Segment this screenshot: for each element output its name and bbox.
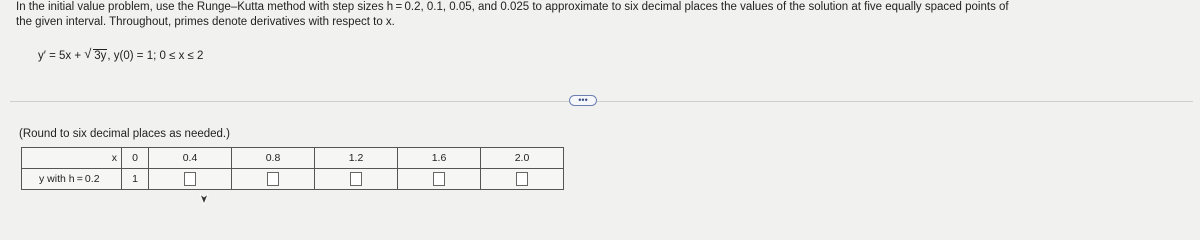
- equation-lhs: y′ = 5x +: [38, 50, 85, 62]
- y-cell-1-6: [398, 169, 481, 190]
- section-divider: [10, 101, 1193, 102]
- sqrt-argument: 3y: [94, 50, 107, 62]
- y-cell-0-8: [232, 169, 315, 190]
- x-value-1-6: 1.6: [398, 148, 481, 169]
- y-cell-1-2: [315, 169, 398, 190]
- equation-rhs: , y(0) = 1; 0 ≤ x ≤ 2: [107, 50, 204, 62]
- y-cell-2-0: [481, 169, 564, 190]
- problem-line-2: the given interval. Throughout, primes denote derivatives with respect to x.: [16, 16, 395, 28]
- mouse-cursor-icon: [199, 193, 209, 205]
- x-value-2-0: 2.0: [481, 148, 564, 169]
- x-value-1-2: 1.2: [315, 148, 398, 169]
- table-header-row: [22, 148, 564, 169]
- x-header-label: x: [22, 148, 122, 169]
- sqrt-icon: √: [84, 46, 92, 61]
- problem-statement: [16, 0, 1196, 30]
- answer-input-2-0[interactable]: [516, 172, 528, 186]
- y-initial-value: 1: [122, 169, 149, 190]
- rounding-instructions: (Round to six decimal places as needed.): [19, 128, 230, 140]
- y-row-label: y with h = 0.2: [22, 169, 122, 190]
- sqrt-expression: [84, 48, 107, 64]
- answer-input-1-2[interactable]: [350, 172, 362, 186]
- answer-input-0-8[interactable]: [267, 172, 279, 186]
- answer-input-0-4[interactable]: [184, 172, 196, 186]
- table-row: [22, 169, 564, 190]
- answer-input-1-6[interactable]: [433, 172, 445, 186]
- x-value-0: 0: [122, 148, 149, 169]
- problem-line-1: In the initial value problem, use the Runge–Kutta method with step sizes h = 0.2, 0.1, 0.05, and 0.025 to approximate to six decimal places the values of the solution at five equally spaced points of: [16, 1, 1009, 13]
- more-options-button[interactable]: •••: [569, 95, 597, 106]
- x-value-0-8: 0.8: [232, 148, 315, 169]
- differential-equation: [38, 48, 203, 64]
- x-value-0-4: 0.4: [149, 148, 232, 169]
- answer-table: [21, 147, 564, 190]
- y-cell-0-4: [149, 169, 232, 190]
